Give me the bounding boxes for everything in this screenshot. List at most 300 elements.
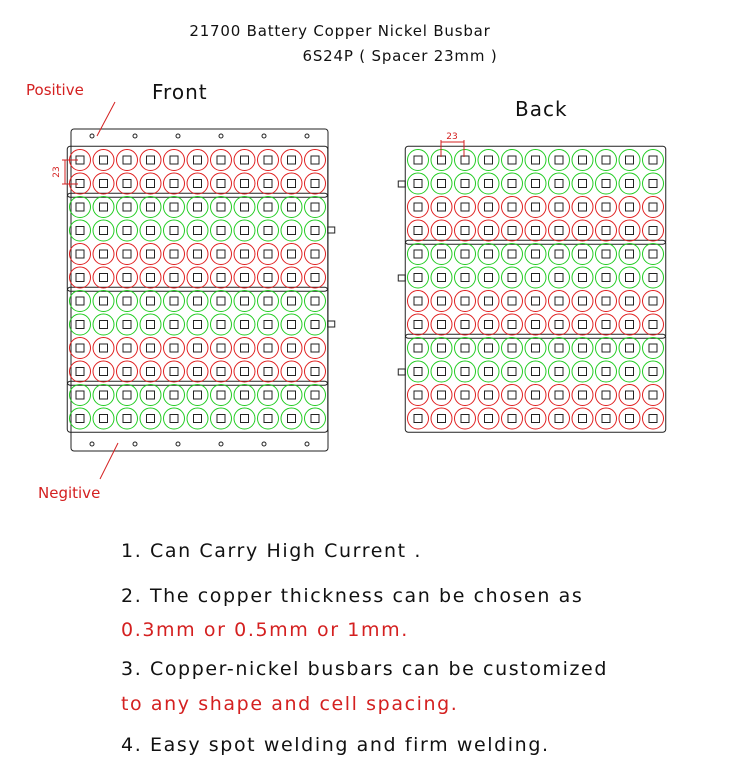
- back-weld-pad: [414, 227, 422, 235]
- feature-4: 4. Easy spot welding and firm welding.: [121, 734, 550, 756]
- feature-2-detail: 0.3mm or 0.5mm or 1mm.: [121, 619, 409, 641]
- back-cell-circle: [478, 338, 499, 359]
- back-connection-tab-1: [398, 181, 405, 187]
- front-cell-circle: [211, 267, 232, 288]
- back-weld-pad: [602, 203, 610, 211]
- front-weld-pad: [194, 297, 202, 305]
- front-mounting-hole: [90, 134, 94, 138]
- back-weld-pad: [626, 415, 634, 423]
- front-weld-pad: [264, 274, 272, 282]
- front-cell-circle: [234, 361, 255, 382]
- front-cell-circle: [258, 408, 279, 429]
- front-weld-pad: [100, 227, 108, 235]
- front-weld-pad: [264, 321, 272, 329]
- back-weld-pad: [438, 297, 446, 305]
- front-cell-circle: [164, 244, 185, 265]
- back-cell-circle: [455, 220, 476, 241]
- front-cell-circle: [117, 291, 138, 312]
- back-weld-pad: [602, 227, 610, 235]
- back-cell-circle: [643, 244, 664, 265]
- back-weld-pad: [626, 227, 634, 235]
- front-cell-circle: [140, 150, 161, 171]
- front-cell-circle: [140, 385, 161, 406]
- front-cell-circle: [281, 338, 302, 359]
- front-weld-pad: [100, 250, 108, 258]
- front-cell-circle: [258, 150, 279, 171]
- front-weld-pad: [288, 391, 296, 399]
- back-cell-circle: [478, 267, 499, 288]
- back-cell-circle: [596, 361, 617, 382]
- back-cell-circle: [596, 150, 617, 171]
- back-cell-circle: [619, 291, 640, 312]
- back-cell-circle: [502, 291, 523, 312]
- feature-2: 2. The copper thickness can be chosen as: [121, 585, 584, 607]
- front-weld-pad: [123, 321, 131, 329]
- back-cell-circle: [572, 244, 593, 265]
- back-cell-circle: [572, 314, 593, 335]
- feature-3-detail: to any shape and cell spacing.: [121, 693, 459, 715]
- front-weld-pad: [217, 321, 225, 329]
- front-weld-pad: [100, 156, 108, 164]
- back-weld-pad: [532, 180, 540, 188]
- back-cell-circle: [549, 291, 570, 312]
- front-mounting-hole: [176, 442, 180, 446]
- front-cell-circle: [281, 150, 302, 171]
- back-cell-circle: [572, 220, 593, 241]
- back-cell-circle: [478, 314, 499, 335]
- front-cell-circle: [70, 291, 91, 312]
- back-weld-pad: [532, 297, 540, 305]
- back-busbar-view: [398, 146, 666, 432]
- back-cell-circle: [502, 150, 523, 171]
- front-cell-circle: [234, 338, 255, 359]
- back-cell-circle: [643, 314, 664, 335]
- front-cell-circle: [234, 314, 255, 335]
- back-cell-circle: [502, 197, 523, 218]
- back-cell-circle: [478, 173, 499, 194]
- front-cell-circle: [187, 244, 208, 265]
- back-weld-pad: [485, 227, 493, 235]
- front-cell-circle: [187, 385, 208, 406]
- back-weld-pad: [485, 180, 493, 188]
- back-weld-pad: [414, 297, 422, 305]
- front-weld-pad: [147, 203, 155, 211]
- back-cell-circle: [643, 197, 664, 218]
- front-cell-circle: [117, 220, 138, 241]
- front-cell-circle: [305, 338, 326, 359]
- front-cell-circle: [117, 408, 138, 429]
- front-weld-pad: [288, 156, 296, 164]
- front-cell-circle: [234, 385, 255, 406]
- front-cell-circle: [281, 291, 302, 312]
- back-cell-circle: [619, 244, 640, 265]
- front-cell-circle: [211, 408, 232, 429]
- front-weld-pad: [147, 391, 155, 399]
- front-weld-pad: [241, 415, 249, 423]
- back-cell-circle: [572, 150, 593, 171]
- back-cell-circle: [643, 267, 664, 288]
- back-cell-circle: [478, 150, 499, 171]
- front-weld-pad: [76, 250, 84, 258]
- back-weld-pad: [649, 321, 657, 329]
- back-cell-circle: [502, 338, 523, 359]
- back-weld-pad: [579, 274, 587, 282]
- back-connection-tab-2: [398, 275, 405, 281]
- front-cell-circle: [70, 314, 91, 335]
- front-weld-pad: [217, 203, 225, 211]
- back-weld-pad: [508, 297, 516, 305]
- front-cell-circle: [281, 220, 302, 241]
- front-cell-circle: [281, 314, 302, 335]
- back-cell-circle: [619, 314, 640, 335]
- front-cell-circle: [70, 220, 91, 241]
- front-cell-circle: [140, 267, 161, 288]
- positive-callout: Positive: [26, 81, 84, 99]
- front-cell-circle: [234, 291, 255, 312]
- back-weld-pad: [555, 274, 563, 282]
- front-weld-pad: [194, 344, 202, 352]
- front-weld-pad: [76, 415, 84, 423]
- back-cell-circle: [431, 173, 452, 194]
- front-weld-pad: [170, 391, 178, 399]
- back-cell-circle: [549, 361, 570, 382]
- back-weld-pad: [508, 227, 516, 235]
- back-cell-circle: [619, 338, 640, 359]
- back-weld-pad: [438, 321, 446, 329]
- back-weld-pad: [649, 368, 657, 376]
- front-weld-pad: [241, 180, 249, 188]
- front-weld-pad: [241, 274, 249, 282]
- front-weld-pad: [241, 344, 249, 352]
- back-weld-pad: [508, 391, 516, 399]
- front-cell-circle: [281, 267, 302, 288]
- front-outer-frame: [71, 129, 328, 451]
- back-weld-pad: [438, 227, 446, 235]
- front-cell-circle: [93, 338, 114, 359]
- front-weld-pad: [170, 368, 178, 376]
- front-cell-circle: [234, 173, 255, 194]
- back-cell-circle: [596, 408, 617, 429]
- front-weld-pad: [170, 321, 178, 329]
- back-weld-pad: [649, 297, 657, 305]
- front-weld-pad: [264, 368, 272, 376]
- front-cell-circle: [187, 314, 208, 335]
- front-cell-circle: [211, 197, 232, 218]
- back-weld-pad: [414, 344, 422, 352]
- back-busbar-strip-3: [405, 334, 666, 432]
- back-cell-circle: [455, 291, 476, 312]
- back-weld-pad: [508, 156, 516, 164]
- front-weld-pad: [311, 368, 319, 376]
- back-weld-pad: [532, 391, 540, 399]
- back-cell-circle: [455, 314, 476, 335]
- back-weld-pad: [649, 156, 657, 164]
- front-weld-pad: [100, 297, 108, 305]
- back-weld-pad: [532, 203, 540, 211]
- front-weld-pad: [311, 227, 319, 235]
- front-weld-pad: [288, 180, 296, 188]
- front-cell-circle: [234, 220, 255, 241]
- back-weld-pad: [602, 297, 610, 305]
- back-cell-circle: [596, 267, 617, 288]
- back-cell-circle: [525, 361, 546, 382]
- drawing-subtitle: 6S24P ( Spacer 23mm ): [302, 47, 498, 65]
- front-weld-pad: [217, 368, 225, 376]
- front-weld-pad: [194, 180, 202, 188]
- front-cell-circle: [281, 385, 302, 406]
- back-cell-circle: [572, 267, 593, 288]
- front-weld-pad: [123, 297, 131, 305]
- back-cell-circle: [643, 408, 664, 429]
- back-weld-pad: [579, 391, 587, 399]
- front-cell-circle: [164, 291, 185, 312]
- back-cell-circle: [549, 220, 570, 241]
- front-mounting-hole: [133, 134, 137, 138]
- back-weld-pad: [508, 274, 516, 282]
- back-weld-pad: [649, 227, 657, 235]
- back-weld-pad: [626, 203, 634, 211]
- back-weld-pad: [508, 344, 516, 352]
- front-cell-circle: [258, 338, 279, 359]
- front-weld-pad: [76, 297, 84, 305]
- back-weld-pad: [438, 250, 446, 258]
- back-weld-pad: [461, 227, 469, 235]
- front-cell-circle: [93, 361, 114, 382]
- back-weld-pad: [555, 227, 563, 235]
- back-cell-circle: [408, 361, 429, 382]
- back-cell-circle: [478, 291, 499, 312]
- front-cell-circle: [187, 267, 208, 288]
- back-cell-circle: [502, 220, 523, 241]
- front-weld-pad: [241, 368, 249, 376]
- back-weld-pad: [508, 415, 516, 423]
- back-cell-circle: [525, 220, 546, 241]
- back-weld-pad: [626, 297, 634, 305]
- back-cell-circle: [525, 385, 546, 406]
- front-weld-pad: [311, 203, 319, 211]
- front-weld-pad: [311, 391, 319, 399]
- back-cell-circle: [431, 197, 452, 218]
- back-cell-circle: [619, 408, 640, 429]
- front-cell-circle: [93, 291, 114, 312]
- front-weld-pad: [170, 274, 178, 282]
- back-weld-pad: [438, 156, 446, 164]
- front-cell-circle: [305, 244, 326, 265]
- front-cell-circle: [93, 244, 114, 265]
- front-weld-pad: [194, 415, 202, 423]
- back-cell-circle: [525, 150, 546, 171]
- back-connection-tab-3: [398, 369, 405, 375]
- front-weld-pad: [288, 344, 296, 352]
- front-weld-pad: [123, 250, 131, 258]
- front-cell-circle: [305, 314, 326, 335]
- back-weld-pad: [555, 321, 563, 329]
- front-cell-circle: [305, 173, 326, 194]
- front-weld-pad: [264, 180, 272, 188]
- front-cell-circle: [70, 338, 91, 359]
- back-cell-circle: [455, 338, 476, 359]
- front-weld-pad: [288, 203, 296, 211]
- back-weld-pad: [602, 156, 610, 164]
- front-weld-pad: [264, 344, 272, 352]
- back-cell-circle: [572, 385, 593, 406]
- back-weld-pad: [579, 227, 587, 235]
- back-cell-circle: [502, 244, 523, 265]
- front-weld-pad: [217, 180, 225, 188]
- back-cell-circle: [408, 314, 429, 335]
- front-weld-pad: [100, 391, 108, 399]
- back-cell-circle: [572, 408, 593, 429]
- front-cell-circle: [258, 267, 279, 288]
- back-weld-pad: [555, 368, 563, 376]
- front-cell-circle: [234, 150, 255, 171]
- back-weld-pad: [532, 415, 540, 423]
- front-weld-pad: [76, 368, 84, 376]
- front-weld-pad: [264, 297, 272, 305]
- front-weld-pad: [217, 391, 225, 399]
- front-cell-circle: [187, 291, 208, 312]
- back-weld-pad: [532, 227, 540, 235]
- back-weld-pad: [414, 368, 422, 376]
- back-weld-pad: [438, 415, 446, 423]
- front-cell-circle: [258, 314, 279, 335]
- back-cell-circle: [643, 338, 664, 359]
- front-cell-circle: [117, 314, 138, 335]
- back-weld-pad: [485, 156, 493, 164]
- front-weld-pad: [76, 274, 84, 282]
- front-cell-circle: [281, 173, 302, 194]
- back-weld-pad: [555, 250, 563, 258]
- front-cell-circle: [281, 197, 302, 218]
- front-cell-circle: [187, 197, 208, 218]
- back-weld-pad: [461, 274, 469, 282]
- back-weld-pad: [485, 391, 493, 399]
- front-cell-circle: [140, 314, 161, 335]
- back-weld-pad: [414, 391, 422, 399]
- back-weld-pad: [626, 156, 634, 164]
- back-cell-circle: [572, 361, 593, 382]
- front-mounting-hole: [219, 134, 223, 138]
- back-cell-circle: [596, 314, 617, 335]
- back-weld-pad: [649, 274, 657, 282]
- back-weld-pad: [461, 203, 469, 211]
- front-weld-pad: [264, 203, 272, 211]
- front-cell-circle: [93, 385, 114, 406]
- back-weld-pad: [579, 344, 587, 352]
- front-cell-circle: [281, 408, 302, 429]
- back-weld-pad: [602, 250, 610, 258]
- front-cell-circle: [164, 173, 185, 194]
- front-connection-tab-1: [328, 227, 335, 233]
- front-cell-circle: [164, 408, 185, 429]
- front-cell-circle: [305, 385, 326, 406]
- front-cell-circle: [70, 244, 91, 265]
- front-cell-circle: [258, 291, 279, 312]
- back-cell-circle: [596, 220, 617, 241]
- front-cell-circle: [117, 244, 138, 265]
- front-cell-circle: [117, 173, 138, 194]
- front-weld-pad: [264, 391, 272, 399]
- back-weld-pad: [579, 156, 587, 164]
- front-cell-circle: [211, 314, 232, 335]
- front-cell-circle: [164, 220, 185, 241]
- front-cell-circle: [117, 197, 138, 218]
- front-cell-circle: [164, 385, 185, 406]
- back-dim-text: 23: [446, 132, 458, 142]
- back-weld-pad: [461, 156, 469, 164]
- back-weld-pad: [532, 274, 540, 282]
- back-cell-circle: [431, 267, 452, 288]
- front-weld-pad: [194, 227, 202, 235]
- back-cell-circle: [408, 173, 429, 194]
- back-weld-pad: [602, 180, 610, 188]
- front-weld-pad: [170, 250, 178, 258]
- back-weld-pad: [555, 344, 563, 352]
- front-weld-pad: [241, 203, 249, 211]
- front-weld-pad: [194, 321, 202, 329]
- back-weld-pad: [602, 368, 610, 376]
- front-weld-pad: [311, 274, 319, 282]
- front-mounting-hole: [176, 134, 180, 138]
- back-cell-circle: [525, 197, 546, 218]
- back-cell-circle: [549, 314, 570, 335]
- front-cell-circle: [164, 338, 185, 359]
- back-cell-circle: [408, 408, 429, 429]
- back-weld-pad: [508, 203, 516, 211]
- back-weld-pad: [532, 344, 540, 352]
- front-weld-pad: [147, 415, 155, 423]
- front-cell-circle: [140, 197, 161, 218]
- back-cell-circle: [643, 173, 664, 194]
- front-weld-pad: [311, 321, 319, 329]
- front-weld-pad: [76, 203, 84, 211]
- front-cell-circle: [258, 361, 279, 382]
- back-weld-pad: [555, 203, 563, 211]
- front-weld-pad: [170, 180, 178, 188]
- front-weld-pad: [217, 274, 225, 282]
- back-weld-pad: [532, 156, 540, 164]
- front-mounting-hole: [90, 442, 94, 446]
- front-weld-pad: [194, 274, 202, 282]
- front-cell-circle: [234, 197, 255, 218]
- front-cell-circle: [93, 197, 114, 218]
- front-weld-pad: [194, 391, 202, 399]
- back-weld-pad: [438, 274, 446, 282]
- front-weld-pad: [76, 321, 84, 329]
- front-weld-pad: [100, 274, 108, 282]
- front-weld-pad: [100, 368, 108, 376]
- front-dim-text: 23: [52, 166, 62, 178]
- front-weld-pad: [288, 227, 296, 235]
- back-cell-circle: [455, 244, 476, 265]
- back-cell-circle: [455, 267, 476, 288]
- back-view-label: Back: [515, 97, 568, 121]
- back-weld-pad: [438, 203, 446, 211]
- front-weld-pad: [170, 415, 178, 423]
- back-weld-pad: [461, 391, 469, 399]
- back-weld-pad: [649, 180, 657, 188]
- back-cell-circle: [478, 361, 499, 382]
- back-cell-circle: [643, 385, 664, 406]
- front-cell-circle: [164, 267, 185, 288]
- back-weld-pad: [461, 297, 469, 305]
- back-weld-pad: [555, 297, 563, 305]
- front-weld-pad: [100, 180, 108, 188]
- back-cell-circle: [431, 361, 452, 382]
- front-weld-pad: [147, 274, 155, 282]
- back-cell-circle: [408, 291, 429, 312]
- back-weld-pad: [414, 156, 422, 164]
